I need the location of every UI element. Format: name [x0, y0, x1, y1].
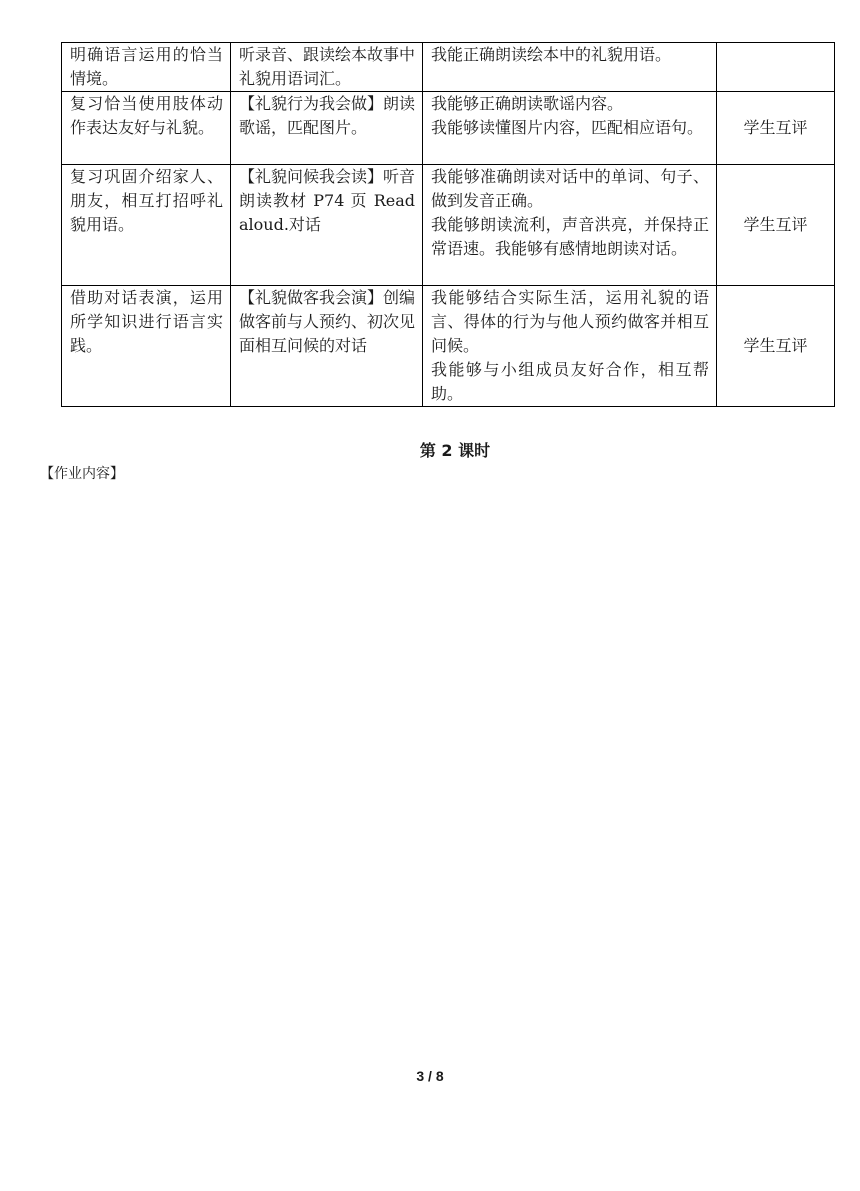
table-row: [62, 165, 835, 286]
lesson-title: 第 2 课时: [419, 441, 491, 460]
goal-cell: 借助对话表演，运用所学知识进行语言实践。: [62, 286, 231, 407]
evaluation-cell: 学生互评: [717, 165, 835, 286]
goal-cell: 复习巩固介绍家人、朋友，相互打招呼礼貌用语。: [62, 165, 231, 286]
task-cell: 听录音、跟读绘本故事中礼貌用语词汇。: [231, 43, 423, 92]
table-row: [62, 286, 835, 407]
task-cell: 【礼貌行为我会做】朗读歌谣，匹配图片。: [231, 92, 423, 165]
evaluation-cell: 学生互评: [717, 92, 835, 165]
page-number: 3 / 8: [416, 1068, 444, 1084]
standard-line: 我能正确朗读绘本中的礼貌用语。: [431, 45, 672, 64]
standard-cell: [423, 286, 717, 407]
table-row: [62, 92, 835, 165]
standard-line: 我能够结合实际生活，运用礼貌的语言、得体的行为与他人预约做客并相互问候。: [431, 288, 709, 355]
goal-cell: 明确语言运用的恰当情境。: [62, 43, 231, 92]
standard-line: 我能够准确朗读对话中的单词、句子、做到发音正确。: [431, 167, 709, 210]
goal-cell: 复习恰当使用肢体动作表达友好与礼貌。: [62, 92, 231, 165]
evaluation-table: [61, 42, 835, 407]
standard-line: 我能够与小组成员友好合作，相互帮助。: [431, 360, 709, 403]
standard-line: 我能够正确朗读歌谣内容。: [431, 94, 624, 113]
standard-cell: [423, 92, 717, 165]
task-cell: 【礼貌做客我会演】创编做客前与人预约、初次见面相互问候的对话: [231, 286, 423, 407]
standard-cell: [423, 165, 717, 286]
evaluation-cell: 学生互评: [717, 286, 835, 407]
standard-line: 我能够朗读流利，声音洪亮，并保持正常语速。我能够有感情地朗读对话。: [431, 215, 709, 258]
task-cell: 【礼貌问候我会读】听音朗读教材 P74 页 Read aloud.对话: [231, 165, 423, 286]
evaluation-cell: [717, 43, 835, 92]
homework-section-label: 【作业内容】: [40, 466, 124, 482]
standard-line: 我能够读懂图片内容，匹配相应语句。: [431, 118, 704, 137]
standard-cell: [423, 43, 717, 92]
table-row: [62, 43, 835, 92]
